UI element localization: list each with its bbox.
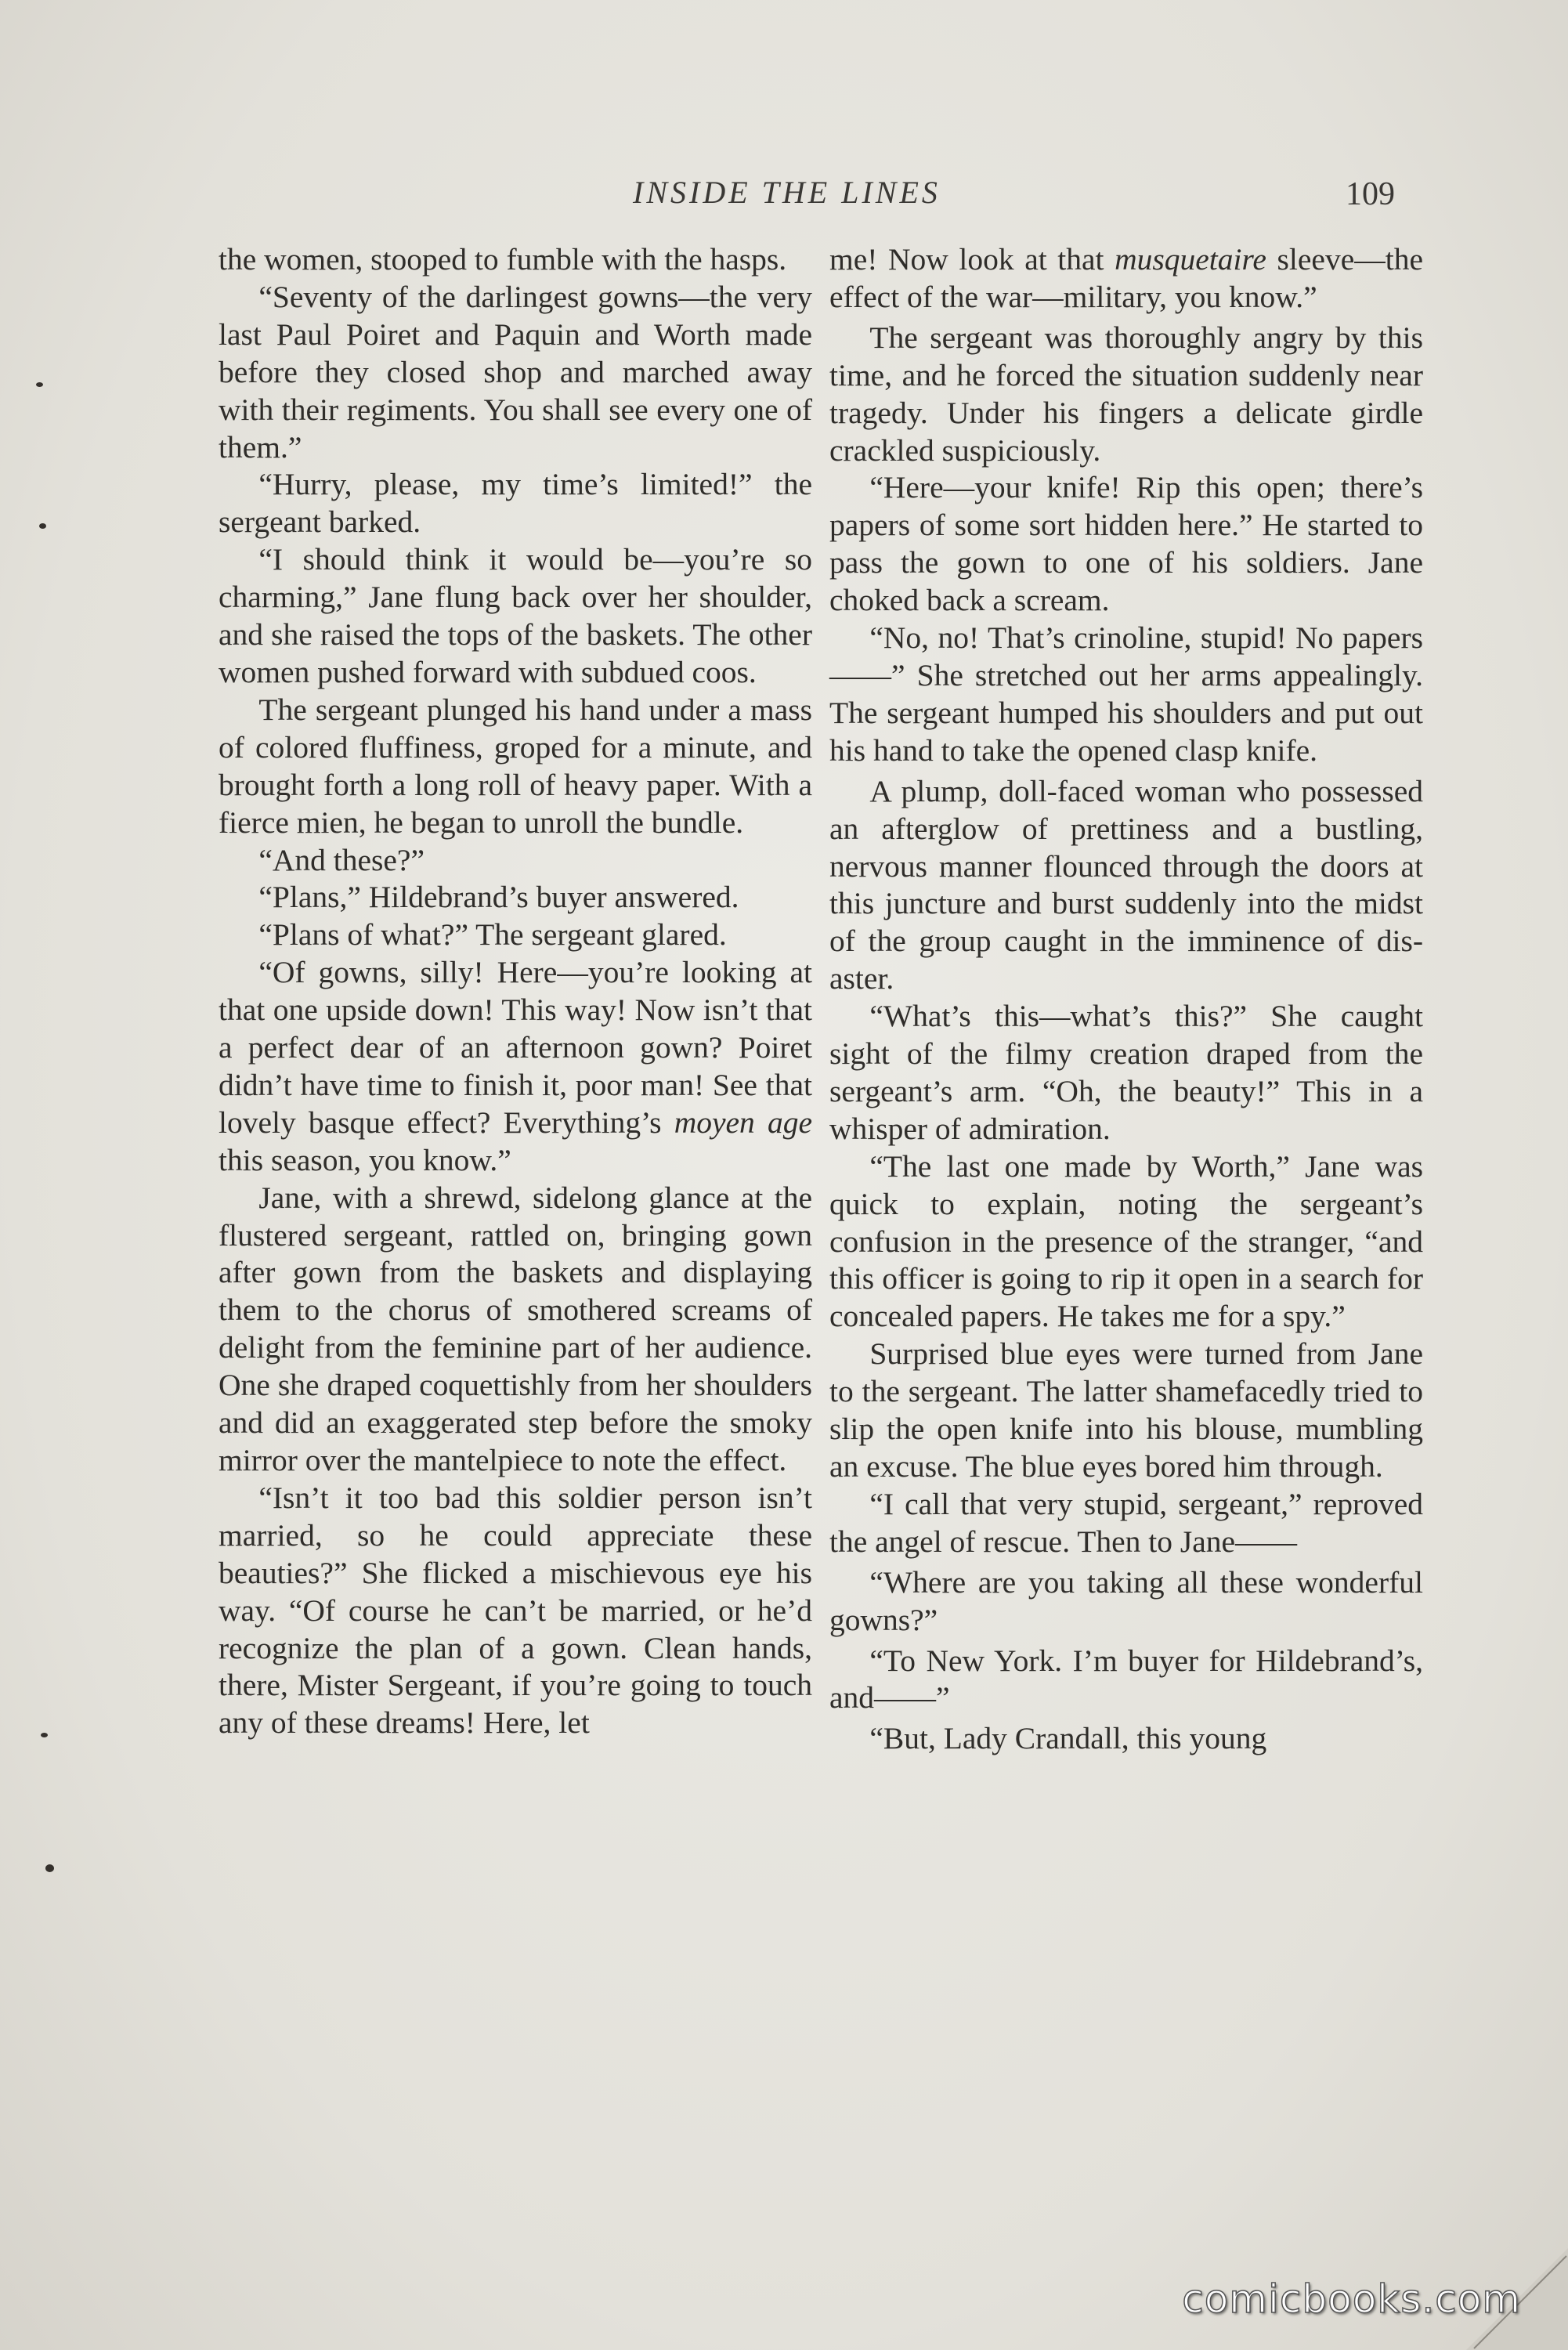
paragraph: “Plans of what?” The sergeant glared. — [258, 917, 727, 953]
page-number: 109 — [1346, 176, 1395, 212]
punch-hole-mark — [36, 382, 43, 387]
paragraph: “Here—your knife! Rip this open; there’s papers of some sort hidden here.” He started to pass the gown to one of his soldiers. Jane choked back a scream. — [829, 470, 1423, 618]
punch-hole-mark — [45, 1864, 54, 1872]
paragraph: “No, no! That’s crinoline, stupid! No papers——” She stretched out her arms appealingly. The sergeant humped his shoulders and put out his hand to take the opened clasp knife. — [829, 620, 1423, 768]
paragraph: “I call that very stupid, sergeant,” reproved the angel of rescue. Then to Jane—— — [829, 1486, 1423, 1559]
paragraph: The sergeant plunged his hand under a mass of colored fluffiness, groped for a minute, and brought forth a long roll of heavy paper. With a fierce mien, he began to unroll the bundle. — [219, 692, 812, 840]
running-title: INSIDE THE LINES — [633, 175, 941, 210]
paragraph: “I should think it would be—you’re so charming,” Jane flung back over her shoulder, and she raised the tops of the baskets. The other women pushed forward with subdued coos. — [219, 542, 812, 689]
paragraph: “Hurry, please, my time’s limited!” the sergeant barked. — [219, 467, 812, 540]
paragraph: “What’s this—what’s this?” She caught sight of the filmy creation draped from the sergeant’s arm. “Oh, the beauty!” This in a whisper of admiration. — [829, 999, 1423, 1146]
paragraph: A plump, doll-faced woman who possessed an afterglow of prettiness and a bustling, nervous manner flounced through the doors at this juncture and burst suddenly into the midst of the group caught in the imminence of disaster. — [829, 773, 1423, 996]
punch-hole-mark — [41, 1733, 48, 1737]
paragraph: “And these?” — [258, 842, 425, 877]
paragraph: “The last one made by Worth,” Jane was quick to explain, noting the sergeant’s confusion in the presence of the stranger, “and this officer is going to rip it open in a search for concealed papers. He takes me for a spy.” — [829, 1148, 1423, 1334]
italic-phrase: musquetaire — [1115, 242, 1266, 277]
paragraph-text: “Of gowns, silly! Here—you’re looking at that one upside down! This way! Now isn’t that a perfect dear of an afternoon gown? Poiret didn’t have time to finish it, poor man! See that lovely basque effect? Everything’s — [219, 955, 812, 1140]
paragraph — [219, 954, 812, 1179]
paragraph: “Seventy of the darlingest gowns—the very last Paul Poiret and Paquin and Worth made before they closed shop and marched away with their regiments. You shall see every one of them.” — [219, 279, 812, 465]
paragraph-text: me! Now look at that — [829, 242, 1104, 277]
paragraph-text: sleeve—the effect of the war—military, you know.” — [829, 242, 1423, 314]
watermark-logo: comicbooks.com — [1182, 2276, 1521, 2322]
paragraph: “Isn’t it too bad this soldier person isn’t married, so he could appreciate these beauties?” She flicked a mischievous eye his way. “Of course he can’t be married, or he’d recognize the plan of a gown. Clean hands, there, Mister Sergeant, if you’re going to touch any of these dreams! Here, let — [219, 1480, 812, 1741]
paragraph: the women, stooped to fumble with the hasps. — [219, 242, 787, 277]
paragraph: “But, Lady Crandall, this young — [869, 1721, 1267, 1756]
paragraph-text: this season, you know.” — [219, 1142, 511, 1177]
punch-hole-mark — [39, 523, 46, 529]
paragraph: The sergeant was thoroughly angry by this time, and he forced the situation suddenly near tragedy. Under his fingers a delicate girdle crackled suspiciously. — [829, 320, 1423, 468]
left-column — [219, 241, 812, 1742]
paragraph: Surprised blue eyes were turned from Jane to the sergeant. The latter shamefacedly tried to slip the open knife into his blouse, mumbling an excuse. The blue eyes bored him through. — [829, 1336, 1423, 1484]
paragraph — [829, 241, 1423, 316]
running-head — [0, 174, 1568, 213]
paragraph: “To New York. I’m buyer for Hildebrand’s, and——” — [829, 1643, 1423, 1716]
paragraph: “Where are you taking all these wonderful gowns?” — [829, 1564, 1423, 1637]
italic-phrase: moyen age — [674, 1104, 813, 1140]
paragraph: “Plans,” Hildebrand’s buyer answered. — [258, 880, 739, 915]
right-column — [829, 241, 1423, 1758]
paragraph: Jane, with a shrewd, sidelong glance at the flustered sergeant, rattled on, bringing gown after gown from the baskets and displaying them to the chorus of smothered screams of delight from the feminine part of her audience. One she draped coquettishly from her shoulders and did an exaggerated step before the smoky mirror over the mantelpiece to note the effect. — [219, 1180, 812, 1477]
